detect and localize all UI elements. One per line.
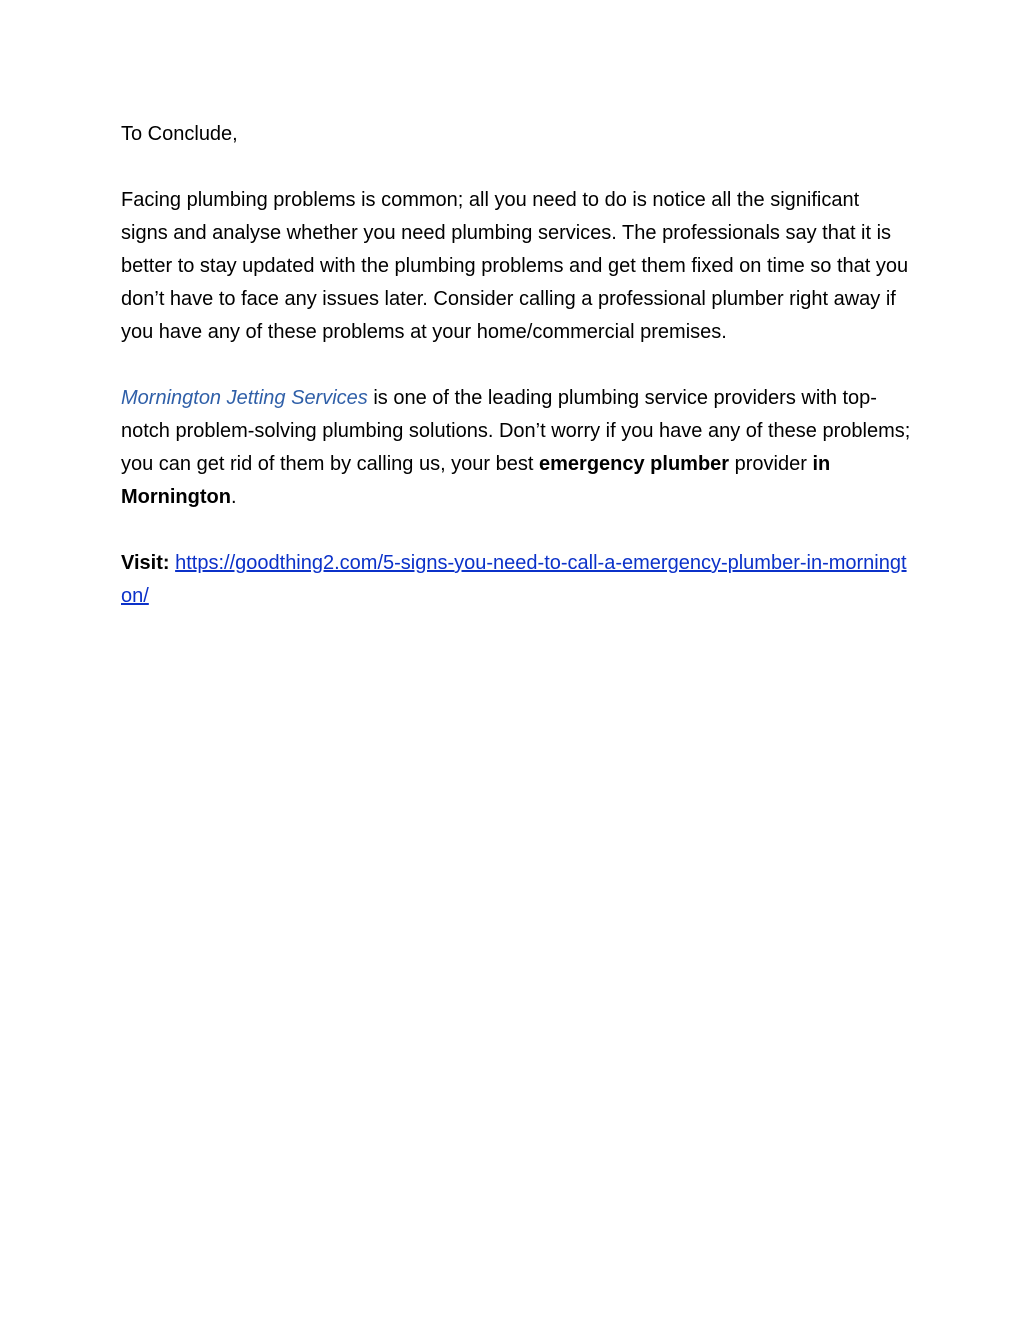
company-text-c: . [230, 486, 237, 508]
company-text-b: provider [729, 453, 813, 475]
emphasis-emergency-plumber: emergency plumber [539, 453, 730, 475]
company-text-a: is one of the leading plumbing service providers with top-notch problem-solving plumbing solutions. Don’t worry if you have any of these problems; you can get rid of them by calling us, your best [121, 387, 911, 475]
paragraph-company [121, 382, 911, 514]
visit-label: Visit: [121, 552, 170, 574]
visit-link[interactable]: https://goodthing2.com/5-signs-you-need-to-call-a-emergency-plumber-in-mornington/ [121, 552, 907, 607]
company-name: Mornington Jetting Services [121, 387, 368, 409]
emphasis-location: in Mornington [121, 453, 831, 508]
document-body [121, 118, 911, 613]
paragraph-summary: Facing plumbing problems is common; all you need to do is notice all the significant signs and analyse whether you need plumbing services. The professionals say that it is better to stay updated with the plumbing problems and get them fixed on time so that you don’t have to face any issues later. Consider calling a professional plumber right away if you have any of these problems at your home/commercial premises. [121, 189, 909, 343]
conclusion-heading: To Conclude, [121, 123, 238, 145]
visit-line [121, 547, 911, 613]
